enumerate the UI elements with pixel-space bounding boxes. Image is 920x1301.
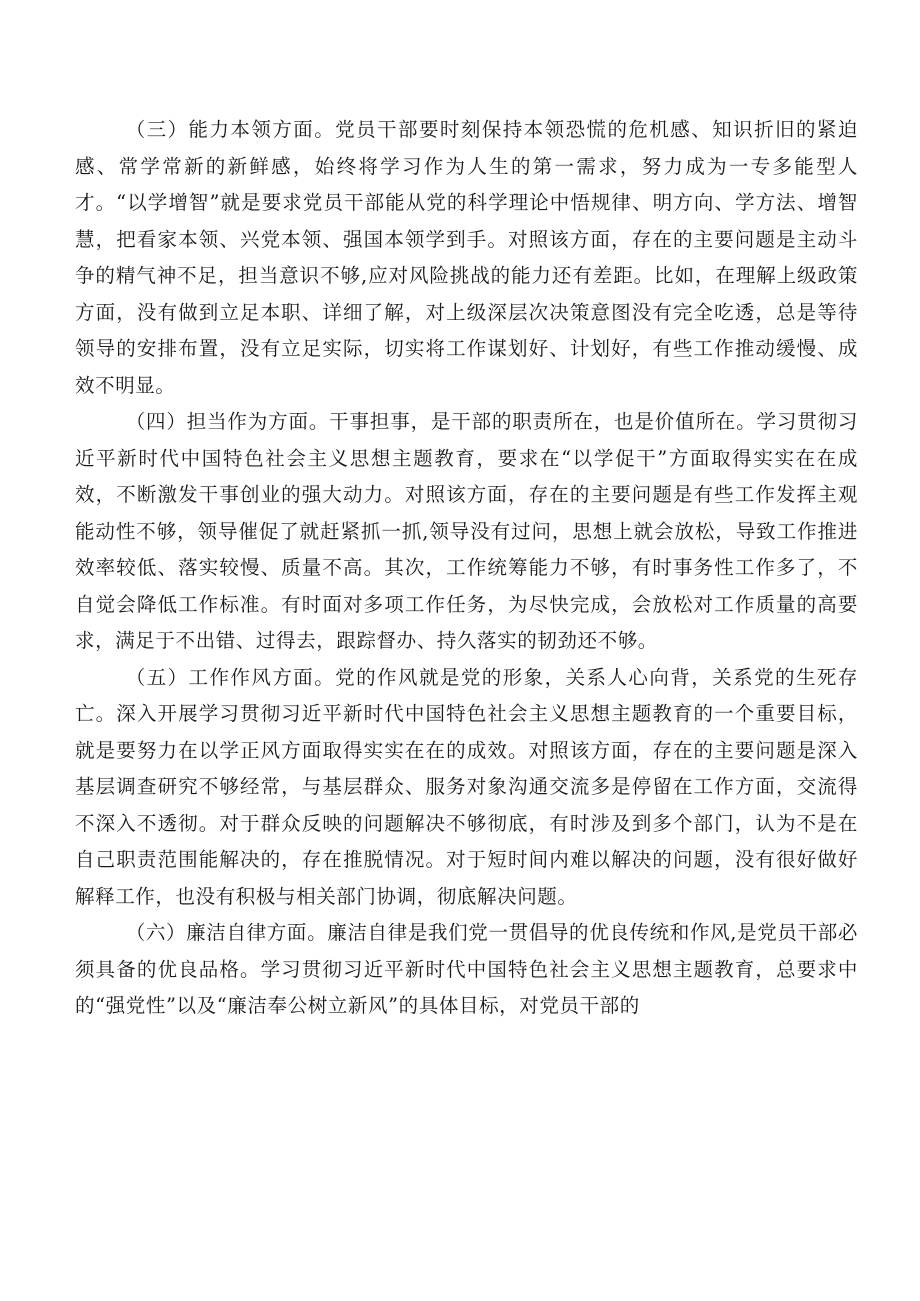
paragraph-work-style: （五）工作作风方面。党的作风就是党的形象，关系人心向背，关系党的生死存亡。深入开展学习贯彻习近平新时代中国特色社会主义思想主题教育的一个重要目标，就是要努力在以学正风方面取得实实在在的成效。对照该方面，存在的主要问题是深入基层调查研究不够经常，与基层群众、服务对象沟通交流多是停留在工作方面，交流得不深入不透彻。对于群众反映的问题解决不够彻底，有时涉及到多个部门，认为不是在自己职责范围能解决的，存在推脱情况。对于短时间内难以解决的问题，没有很好做好解释工作，也没有积极与相关部门协调，彻底解决问题。 [75,665,858,908]
paragraph-ability: （三）能力本领方面。党员干部要时刻保持本领恐慌的危机感、知识折旧的紧迫感、常学常新的新鲜感，始终将学习作为人生的第一需求，努力成为一专多能型人才。“以学增智”就是要求党员干部能从党的科学理论中悟规律、明方向、学方法、增智慧，把看家本领、兴党本领、强国本领学到手。对照该方面，存在的主要问题是主动斗争的精气神不足，担当意识不够,应对风险挑战的能力还有差距。比如，在理解上级政策方面，没有做到立足本职、详细了解，对上级深层次决策意图没有完全吃透，总是等待领导的安排布置，没有立足实际，切实将工作谋划好、计划好，有些工作推动缓慢、成效不明显。 [75,118,858,397]
paragraph-integrity: （六）廉洁自律方面。廉洁自律是我们党一贯倡导的优良传统和作风,是党员干部必须具备的优良品格。学习贯彻习近平新时代中国特色社会主义思想主题教育，总要求中的“强党性”以及“廉洁奉公树立新风”的具体目标，对党员干部的 [75,921,858,1017]
paragraph-responsibility: （四）担当作为方面。干事担事，是干部的职责所在，也是价值所在。学习贯彻习近平新时代中国特色社会主义思想主题教育，要求在“以学促干”方面取得实实在在成效，不断激发干事创业的强大动力。对照该方面，存在的主要问题是有些工作发挥主观能动性不够，领导催促了就赶紧抓一抓,领导没有过问，思想上就会放松，导致工作推进效率较低、落实较慢、质量不高。其次，工作统筹能力不够，有时事务性工作多了，不自觉会降低工作标准。有时面对多项工作任务，为尽快完成，会放松对工作质量的高要求，满足于不出错、过得去，跟踪督办、持久落实的韧劲还不够。 [75,410,858,652]
